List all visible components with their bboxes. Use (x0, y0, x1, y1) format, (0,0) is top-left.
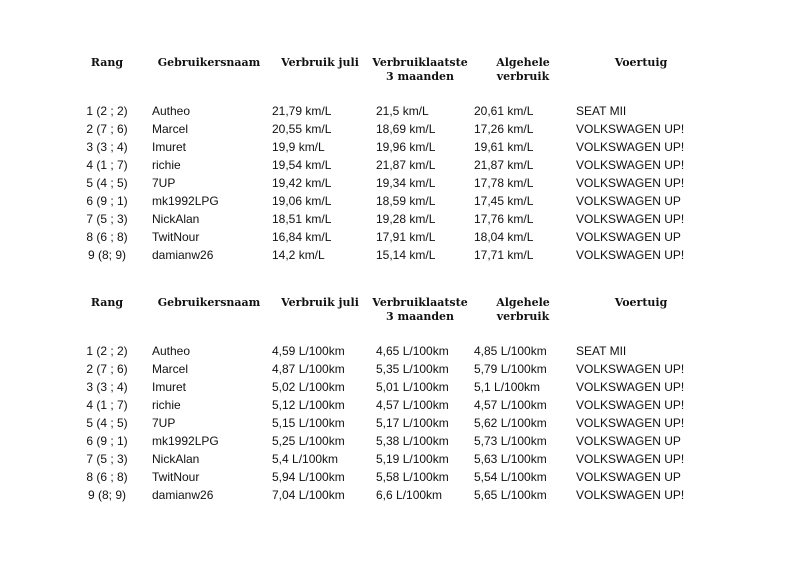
cell-july: 4,87 L/100km (272, 362, 345, 376)
table-row (0, 414, 800, 432)
cell-username: TwitNour (152, 470, 200, 484)
cell-username: Imuret (152, 380, 187, 394)
header-last-3-months: Verbruiklaatste 3 maanden (372, 56, 468, 83)
table-row (0, 378, 800, 396)
table-row (0, 210, 800, 228)
cell-vehicle: VOLKSWAGEN UP! (576, 212, 685, 226)
cell-july: 5,4 L/100km (272, 452, 339, 466)
cell-last-3-months: 17,91 km/L (376, 230, 436, 244)
header-overall: Algehele verbruik (496, 56, 550, 83)
cell-rank: 6 (9 ; 1) (86, 194, 128, 208)
cell-overall: 17,76 km/L (474, 212, 534, 226)
cell-rank: 8 (6 ; 8) (86, 470, 128, 484)
table-row (0, 120, 800, 138)
cell-overall: 5,1 L/100km (474, 380, 541, 394)
cell-last-3-months: 5,58 L/100km (376, 470, 449, 484)
cell-last-3-months: 19,34 km/L (376, 176, 436, 190)
cell-july: 5,12 L/100km (272, 398, 345, 412)
cell-overall: 5,73 L/100km (474, 434, 547, 448)
cell-july: 19,9 km/L (272, 140, 325, 154)
cell-rank: 2 (7 ; 6) (86, 122, 128, 136)
cell-username: 7UP (152, 176, 176, 190)
cell-overall: 5,54 L/100km (474, 470, 547, 484)
cell-username: TwitNour (152, 230, 200, 244)
cell-last-3-months: 19,28 km/L (376, 212, 436, 226)
cell-username: Marcel (152, 122, 189, 136)
cell-rank: 1 (2 ; 2) (86, 344, 128, 358)
cell-rank: 4 (1 ; 7) (86, 158, 128, 172)
cell-overall: 20,61 km/L (474, 104, 534, 118)
cell-overall: 5,63 L/100km (474, 452, 547, 466)
cell-rank: 6 (9 ; 1) (86, 434, 128, 448)
cell-last-3-months: 5,19 L/100km (376, 452, 449, 466)
table-row (0, 468, 800, 486)
cell-vehicle: VOLKSWAGEN UP! (576, 398, 685, 412)
cell-vehicle: VOLKSWAGEN UP! (576, 140, 685, 154)
cell-last-3-months: 5,01 L/100km (376, 380, 449, 394)
cell-last-3-months: 15,14 km/L (376, 248, 436, 262)
cell-vehicle: VOLKSWAGEN UP! (576, 176, 685, 190)
cell-vehicle: VOLKSWAGEN UP! (576, 488, 685, 502)
cell-vehicle: VOLKSWAGEN UP (576, 230, 681, 244)
cell-vehicle: VOLKSWAGEN UP! (576, 362, 685, 376)
table-row (0, 192, 800, 210)
cell-rank: 5 (4 ; 5) (86, 416, 128, 430)
cell-vehicle: VOLKSWAGEN UP (576, 470, 681, 484)
table-row (0, 432, 800, 450)
cell-username: mk1992LPG (152, 194, 219, 208)
cell-vehicle: VOLKSWAGEN UP! (576, 452, 685, 466)
cell-vehicle: SEAT MII (576, 104, 627, 118)
cell-username: richie (152, 158, 181, 172)
cell-rank: 2 (7 ; 6) (86, 362, 128, 376)
cell-overall: 4,57 L/100km (474, 398, 547, 412)
cell-rank: 7 (5 ; 3) (86, 452, 128, 466)
table-row (0, 156, 800, 174)
table-row (0, 396, 800, 414)
header-overall: Algehele verbruik (496, 296, 550, 323)
cell-rank: 4 (1 ; 7) (86, 398, 128, 412)
cell-july: 14,2 km/L (272, 248, 325, 262)
cell-rank: 7 (5 ; 3) (86, 212, 128, 226)
cell-july: 21,79 km/L (272, 104, 332, 118)
cell-july: 5,94 L/100km (272, 470, 345, 484)
cell-last-3-months: 19,96 km/L (376, 140, 436, 154)
table-row (0, 360, 800, 378)
cell-july: 18,51 km/L (272, 212, 332, 226)
table-row (0, 246, 800, 264)
table-row (0, 174, 800, 192)
cell-username: damianw26 (152, 248, 214, 262)
table-body (0, 102, 800, 264)
header-july: Verbruik juli (281, 56, 359, 69)
cell-last-3-months: 5,35 L/100km (376, 362, 449, 376)
header-vehicle: Voertuig (614, 296, 668, 309)
cell-last-3-months: 21,5 km/L (376, 104, 429, 118)
cell-july: 20,55 km/L (272, 122, 332, 136)
header-last-3-months: Verbruiklaatste 3 maanden (372, 296, 468, 323)
cell-july: 19,06 km/L (272, 194, 332, 208)
cell-july: 19,54 km/L (272, 158, 332, 172)
cell-rank: 3 (3 ; 4) (86, 140, 128, 154)
cell-username: NickAlan (152, 212, 200, 226)
cell-last-3-months: 18,59 km/L (376, 194, 436, 208)
cell-rank: 9 (8; 9) (87, 248, 126, 262)
cell-last-3-months: 18,69 km/L (376, 122, 436, 136)
cell-july: 19,42 km/L (272, 176, 332, 190)
table-row (0, 138, 800, 156)
cell-last-3-months: 4,57 L/100km (376, 398, 449, 412)
header-rank: Rang (90, 296, 124, 309)
cell-july: 7,04 L/100km (272, 488, 345, 502)
cell-last-3-months: 6,6 L/100km (376, 488, 443, 502)
header-username: Gebruikersnaam (157, 296, 261, 309)
cell-july: 16,84 km/L (272, 230, 332, 244)
cell-rank: 5 (4 ; 5) (86, 176, 128, 190)
cell-username: Autheo (152, 344, 191, 358)
cell-username: Marcel (152, 362, 189, 376)
header-july: Verbruik juli (281, 296, 359, 309)
table-row (0, 342, 800, 360)
cell-overall: 5,62 L/100km (474, 416, 547, 430)
header-vehicle: Voertuig (614, 56, 668, 69)
cell-last-3-months: 5,17 L/100km (376, 416, 449, 430)
cell-overall: 17,71 km/L (474, 248, 534, 262)
table-row (0, 486, 800, 504)
cell-vehicle: VOLKSWAGEN UP! (576, 380, 685, 394)
cell-july: 5,25 L/100km (272, 434, 345, 448)
cell-overall: 19,61 km/L (474, 140, 534, 154)
cell-username: 7UP (152, 416, 176, 430)
cell-overall: 5,65 L/100km (474, 488, 547, 502)
cell-vehicle: VOLKSWAGEN UP! (576, 416, 685, 430)
cell-rank: 9 (8; 9) (87, 488, 126, 502)
cell-rank: 1 (2 ; 2) (86, 104, 128, 118)
cell-july: 4,59 L/100km (272, 344, 345, 358)
cell-overall: 18,04 km/L (474, 230, 534, 244)
cell-overall: 17,78 km/L (474, 176, 534, 190)
cell-overall: 4,85 L/100km (474, 344, 547, 358)
cell-username: NickAlan (152, 452, 200, 466)
header-rank: Rang (90, 56, 124, 69)
cell-rank: 3 (3 ; 4) (86, 380, 128, 394)
cell-username: richie (152, 398, 181, 412)
cell-last-3-months: 21,87 km/L (376, 158, 436, 172)
cell-username: Autheo (152, 104, 191, 118)
cell-overall: 21,87 km/L (474, 158, 534, 172)
cell-vehicle: VOLKSWAGEN UP! (576, 122, 685, 136)
table-row (0, 228, 800, 246)
cell-july: 5,15 L/100km (272, 416, 345, 430)
table-row (0, 450, 800, 468)
cell-username: Imuret (152, 140, 187, 154)
header-username: Gebruikersnaam (157, 56, 261, 69)
cell-vehicle: VOLKSWAGEN UP! (576, 158, 685, 172)
cell-last-3-months: 5,38 L/100km (376, 434, 449, 448)
cell-overall: 5,79 L/100km (474, 362, 547, 376)
cell-vehicle: VOLKSWAGEN UP! (576, 248, 685, 262)
cell-overall: 17,26 km/L (474, 122, 534, 136)
cell-vehicle: VOLKSWAGEN UP (576, 434, 681, 448)
table-body (0, 342, 800, 504)
table-row (0, 102, 800, 120)
cell-rank: 8 (6 ; 8) (86, 230, 128, 244)
cell-july: 5,02 L/100km (272, 380, 345, 394)
cell-overall: 17,45 km/L (474, 194, 534, 208)
cell-vehicle: VOLKSWAGEN UP (576, 194, 681, 208)
cell-username: mk1992LPG (152, 434, 219, 448)
cell-username: damianw26 (152, 488, 214, 502)
cell-vehicle: SEAT MII (576, 344, 627, 358)
cell-last-3-months: 4,65 L/100km (376, 344, 449, 358)
